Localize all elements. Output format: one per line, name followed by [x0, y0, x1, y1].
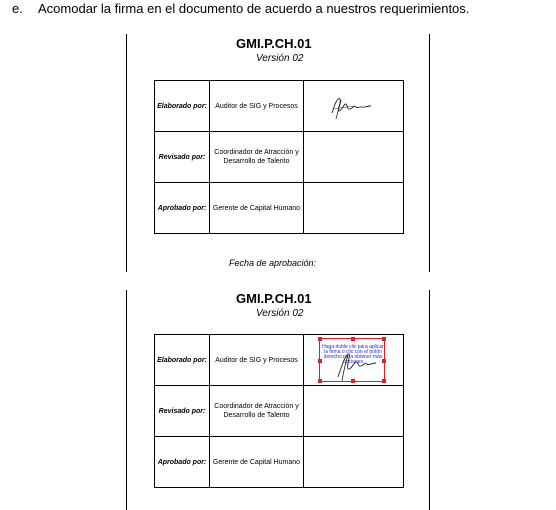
signature-cell: [304, 386, 404, 437]
approval-table: [154, 334, 404, 488]
document-version: Versión 02: [256, 53, 304, 64]
role-label: Revisado por:: [155, 386, 210, 437]
resize-handle-bottom-right[interactable]: [382, 379, 386, 383]
person-title: Coordinador de Atracción y Desarrollo de Talento: [210, 132, 304, 183]
signature-field-hint: Haga doble clic para aplicar la firma o clic con el botón derecho para obtener más opciones: [322, 344, 384, 365]
signature-cell: [304, 132, 404, 183]
document-code: GMI.P.CH.01: [236, 291, 312, 306]
role-label: Revisado por:: [155, 132, 210, 183]
table-row: [155, 335, 404, 386]
role-label: Aprobado por:: [155, 437, 210, 488]
approval-date-label: Fecha de aprobación:: [229, 258, 317, 268]
table-row: [155, 183, 404, 234]
role-label: Aprobado por:: [155, 183, 210, 234]
document-version: Versión 02: [256, 308, 304, 319]
person-title: Coordinador de Atracción y Desarrollo de Talento: [210, 386, 304, 437]
signature-cell: [304, 437, 404, 488]
role-label: Elaborado por:: [155, 81, 210, 132]
resize-handle-bottom-middle[interactable]: [351, 379, 355, 383]
instruction-line: [12, 1, 469, 16]
table-row: [155, 132, 404, 183]
resize-handle-top-right[interactable]: [382, 337, 386, 341]
signature-cell: [304, 183, 404, 234]
resize-handle-bottom-left[interactable]: [318, 379, 322, 383]
person-title: Gerente de Capital Humano: [210, 183, 304, 234]
person-title: Gerente de Capital Humano: [210, 437, 304, 488]
page-right-edge: [429, 34, 430, 272]
resize-handle-right-middle[interactable]: [382, 359, 386, 363]
signature-overlay: [320, 339, 386, 383]
resize-handle-top-middle[interactable]: [351, 337, 355, 341]
approval-table: [154, 80, 404, 234]
instruction-text: Acomodar la firma en el documento de acuerdo a nuestros requerimientos.: [38, 1, 470, 16]
table-row: [155, 437, 404, 488]
table-row: [155, 386, 404, 437]
person-title: Auditor de SIG y Procesos: [210, 81, 304, 132]
handwritten-signature: [326, 89, 378, 121]
page-left-edge: [126, 34, 127, 272]
table-row: [155, 81, 404, 132]
resize-handle-top-left[interactable]: [318, 337, 322, 341]
page-right-edge: [429, 290, 430, 510]
resize-handle-left-middle[interactable]: [318, 359, 322, 363]
document-code: GMI.P.CH.01: [236, 36, 312, 51]
list-marker: e.: [12, 1, 23, 16]
signature-field[interactable]: [319, 338, 385, 382]
signature-cell: [304, 81, 404, 132]
role-label: Elaborado por:: [155, 335, 210, 386]
person-title: Auditor de SIG y Procesos: [210, 335, 304, 386]
signature-cell: [304, 335, 404, 386]
page-left-edge: [126, 290, 127, 510]
